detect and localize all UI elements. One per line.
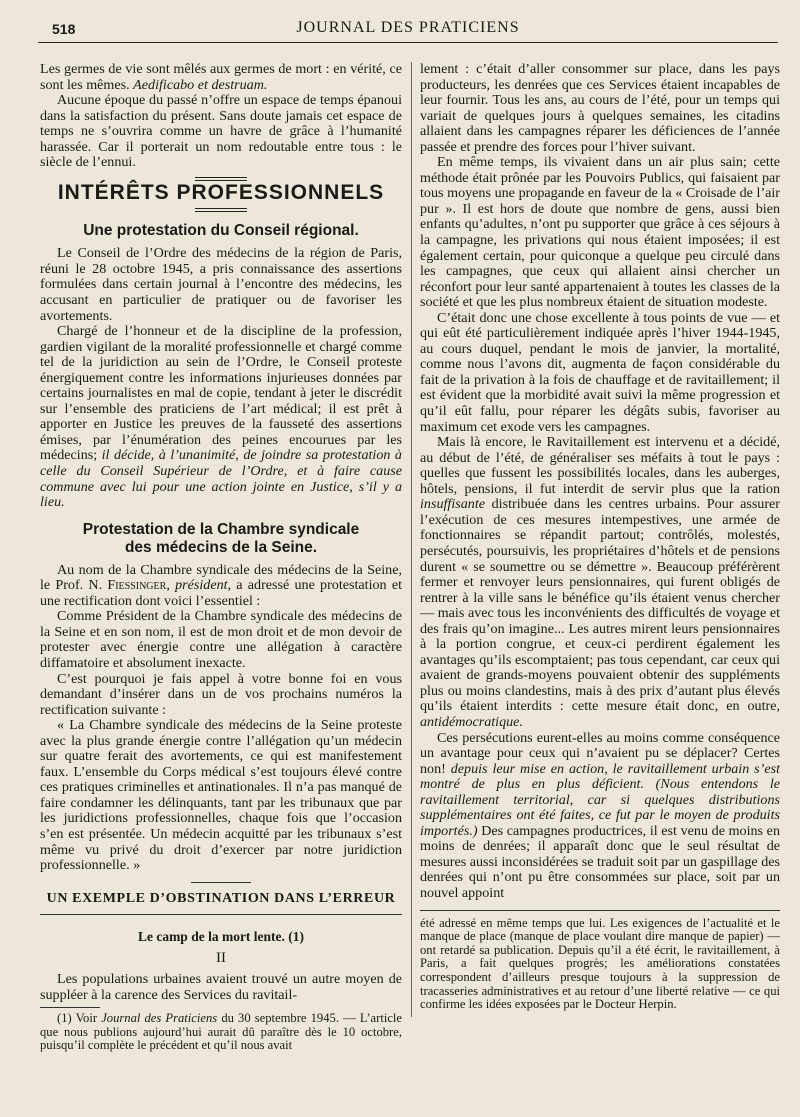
right-paragraph-4 (420, 435, 780, 730)
footnote-text-b: du 30 septembre 1945. — L’article que nous publions aujourd’hui aurait dû paraître dès le 10 octobre, puisqu’il complète le précédent et qu’il nous avait (40, 1011, 402, 1053)
chambre-paragraph-2: Comme Président de la Chambre syndicale des médecins de la Seine et en son nom, il est de mon droit et de mon devoir de protester avec énergie contre une allégation à caractère diffamatoire et absolument inexacte. (40, 608, 402, 671)
intro-paragraph-2: Aucune époque du passé n’offre un espace de temps épanoui dans la satisfaction du présent. Sans doute jamais cet espace de temps ne s’ouvrira comme un havre de grâce à l’humanité harassée. Car il porterait un nom redoutable entre tous : le siècle de l’ennui. (40, 92, 402, 171)
chambre-paragraph-1 (40, 563, 402, 610)
intro-latin-quote: Aedificabo et destruam. (133, 76, 268, 93)
section-title-interets: INTÉRÊTS PROFESSIONNELS (57, 180, 385, 204)
divider-line (40, 914, 402, 915)
president-role: président (175, 577, 228, 594)
conseil-paragraph-1: Le Conseil de l’Ordre des médecins de la région de Paris, réuni le 28 octobre 1945, a pris connaissance des assertions formulées dans certain journal à l’encontre des médecins, les accusant en particulier de pratiquer ou de favoriser les avortements. (40, 245, 402, 324)
subheading-chambre-syndicale (40, 521, 402, 557)
left-column (40, 62, 402, 1109)
right-p4-text-a: Mais là encore, le Ravitaillement est intervenu et a décidé, au début de l’été, de généraliser ses méfaits à tout le pays : quelles que fussent les possibilités locales, dans les auberges, hôtels, pensions, il fut interdit de servir plus que la ration (420, 434, 780, 497)
conseil-paragraph-2-text: Chargé de l’honneur et de la discipline de la profession, gardien vigilant de la moralité professionnelle et chargé comme tel de la juridiction au sein de l’Ordre, le Conseil proteste énergiquement contre les informations injurieuses données par certains journalistes en mal de copie, tendant à jeter le discrédit sur l’ensemble des praticiens de l’art médical; il est prêt à apporter en Justice les preuves de la fausseté des assertions émises, par l’énumération des peines encourues par les médecins; (40, 323, 402, 464)
page-number: 518 (52, 21, 76, 37)
right-p4-emphasis: insuffisante (420, 496, 485, 513)
subheading-camp-mort-lente: Le camp de la mort lente. (1) (137, 929, 305, 945)
footnote-rule (40, 1007, 100, 1008)
right-paragraph-5 (420, 731, 780, 902)
footnote-separator (420, 910, 780, 911)
right-p4-text-b: distribuée dans les centres urbains. Pour assurer l’exécution de ces mesures intempestives, une armée de fonctionnaires se répandit partout; contrôlés, molestés, persécutés, poursuivis, les propriétaires d’hôtels et de pensions durent « se soumettre ou se démettre ». Beaucoup préférèrent fermer et renvoyer leurs pensionnaires, qui furent obligés de rentrer à la ville sans le bénéfice qu’ils étaient venus chercher — mais avec tous les inconvénients des difficultés de voyage et des frais qu’on imagine... Les autres mirent leurs pensionnaires à la portion congrue, et ceux-ci perdirent également les avantages qu’ils escomptaient; pas tous cependant, car ceux qui avaient de grands-moyens pouvaient obtenir des suppléments plus ou moins clandestins, mais à des prix d’autant plus élevés qu’ils étaient interdits : cette mesure était donc, en outre, (420, 496, 780, 715)
right-column (420, 62, 780, 1109)
chambre-p1-text-a: Au nom de la Chambre syndicale des médecins de la Seine, le Prof. N. (40, 561, 402, 594)
right-p5-text-a: Ces persécutions eurent-elles au moins comme conséquence un avantage pour ceux qui n’avaient pu se déplacer? Certes non! (420, 729, 780, 777)
subheading-line-1: Protestation de la Chambre syndicale (82, 520, 360, 538)
conseil-paragraph-2 (40, 324, 402, 511)
right-paragraph-1: lement : c’était d’aller consommer sur place, dans les pays producteurs, les denrées que ces Services étaient incapables de leur fournir. Tous les ans, au cours de l’été, pour un temps qui variait de quelques jours à quelques semaines, les citadins allaient dans les campagnes réparer les déficiences de l’année passée et prendre des forces pour l’hiver suivant. (420, 62, 780, 155)
column-separator (411, 62, 412, 1017)
right-p4-emphasis-2: antidémocratique. (420, 713, 523, 730)
chambre-p1-text-c: , a adressé une protestation et une rectification dont voici l’essentiel : (40, 577, 402, 609)
footnote-text-a: (1) Voir (57, 1011, 102, 1026)
page-header (38, 18, 778, 43)
right-p5-emphasis: depuis leur mise en action, le ravitaillement urbain s’est montré de plus en plus déficient. (Nous entendons le ravitaillement territorial, car si quelques distributions supplémentaires ont été faites, ce fut par le moyen de produits importés.) (420, 760, 780, 839)
camp-paragraph-1: Les populations urbaines avaient trouvé un autre moyen de suppléer à la carence des Services du ravitail- (40, 971, 402, 1003)
section-divider-below (195, 208, 247, 212)
journal-title: JOURNAL DES PRATICIENS (296, 19, 520, 36)
intro-paragraph (40, 62, 402, 93)
chambre-paragraph-3: C’est pourquoi je fais appel à votre bonne foi en vous demandant d’insérer dans un de vos prochains numéros la rectification suivante : (40, 670, 402, 718)
right-p5-text-b: Des campagnes productrices, il est venu de moins en moins de denrées; il apparaît donc que le seul résultat de mesures aussi inconsidérées se traduit soit par un gaspillage des denrées qui n’ont pu être consommées sur place, soit par un nouvel appoint (420, 822, 780, 901)
section-title-obstination: UN EXEMPLE D’OBSTINATION DANS L’ERREUR (46, 890, 396, 906)
conseil-decision-text: il décide, à l’unanimité, de joindre sa protestation à celle du Conseil Supérieur de l’Ordre, et à faire cause commune avec lui pour une action jointe en Justice, s’il y a lieu. (40, 447, 402, 511)
intro-text: Les germes de vie sont mêlés aux germes de mort : en vérité, ce sont les mêmes. (40, 62, 402, 93)
footnote-journal-name: Journal des Praticiens (101, 1011, 218, 1026)
right-paragraph-2: En même temps, ils vivaient dans un air plus sain; cette méthode était prônée par les Pouvoirs Publics, qui faisaient par tous moyens une propagande en faveur de la « Croisade de l’air pur ». Il est hors de doute que nombre de gens, aussi bien enfants qu’adultes, n’ont pu supporter que grâce à ces séjours à la campagne, les privations qui nous étaient imposées; il est également certain, pour quiconque a quelque peu circulé dans les campagnes, que ceux qui allaient ainsi chercher un réconfort pour leur santé appartenaient à toutes les classes de la société et que les plus nombreux étaient de situation modeste. (420, 154, 780, 311)
president-name: Fiessinger (107, 577, 167, 594)
divider (191, 882, 251, 883)
subheading-line-2: des médecins de la Seine. (124, 538, 318, 556)
footnote-1 (40, 1012, 402, 1053)
subheading-conseil-regional: Une protestation du Conseil régional. (83, 222, 359, 240)
part-number: II (216, 949, 226, 966)
chambre-paragraph-4: « La Chambre syndicale des médecins de la Seine proteste avec la plus grande énergie contre l’allégation qu’un médecin sur quatre ferait des avortements, ce qui est manifestement faux. L’ensemble du Corps médical s’est toujours élevé contre ces pratiques criminelles et antinationales. Il n’a pas manqué de faire condamner les délinquants, tant par les tribunaux que par les juridictions professionnelles, chaque fois que l’occasion s’en est présentée. Un médecin acquitté par les tribunaux s’est même vu privé du droit d’exercer par notre juridiction professionnelle. » (40, 717, 402, 874)
footnote-continuation: été adressé en même temps que lui. Les exigences de l’actualité et le manque de place (manque de place voulant dire manque de papier) — ont retardé sa publication. Depuis qu’il a été écrit, le ravitaillement, à Paris, a fait quelques progrès; les améliorations constatées correspondent d’ailleurs presque toujours à la suppression de tracasseries administratives et au retour d’une liberté relative — ce qui confirme les idées exposées par le Docteur Herpin. (420, 915, 780, 1012)
chambre-p1-sep: , (166, 577, 176, 594)
right-paragraph-3: C’était donc une chose excellente à tous points de vue — et qui eût été particulièrement indiquée après l’hiver 1944-1945, au cours duquel, pendant le mois de janvier, la mortalité, comme nous l’avons dit, augmenta de façon considérable du fait de la privation à la fois de chauffage et de ravitaillement; il est évident que la morbidité avait suivi la même progression et qu’il eût fallu, pour réparer les dégâts subis, favoriser au maximum cet exode vers les campagnes. (420, 309, 780, 435)
